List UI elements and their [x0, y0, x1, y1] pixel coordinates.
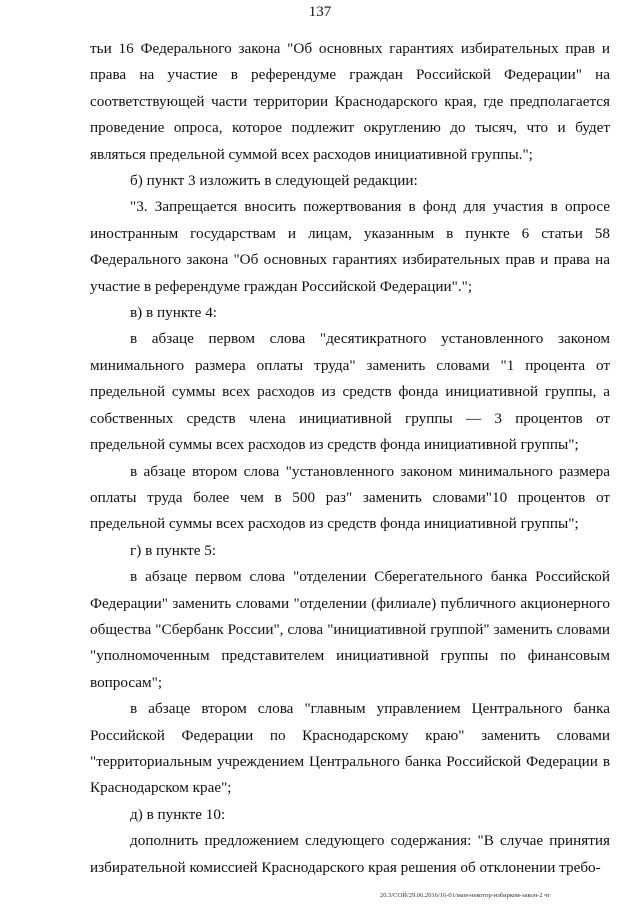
paragraph: г) в пункте 5: [130, 541, 217, 559]
paragraph: дополнить предложением следующего содержания: "В случае принятия избирательной комиссией Краснодарского края решения об отклонении требо- [90, 832, 610, 876]
paragraph: в) в пункте 4: [130, 304, 218, 322]
paragraph: в абзаце втором слова "главным управлением Центрального банка Российской Федерации по Краснодарскому краю" заменить словами "территориальным учреждением Центрального банка Российской Федерации в Краснодарском крае"; [90, 700, 610, 797]
paragraph: в абзаце втором слова "установленного законом минимального размера оплаты труда более чем в 500 раз" заменить словами"10 процентов от предельной суммы всех расходов из средств фонда инициативной группы"; [90, 462, 610, 533]
paragraph: "3. Запрещается вносить пожертвования в фонд для участия в опросе иностранным государствам и лицам, указанным в пункте 6 статьи 58 Федерального закона "Об основных гарантиях избирательных прав и права на участие в референдуме граждан Российской Федерации"."; [90, 198, 610, 295]
paragraph: тьи 16 Федерального закона "Об основных гарантиях избирательных прав и права на участие в референдуме граждан Российской Федерации" на соответствующей части территории Краснодарского края, где предполагается проведение опроса, которое подлежит округлению до тысяч, что и будет являться предельной суммой всех расходов инициативной группы."; [90, 40, 610, 163]
page-number: 137 [308, 4, 332, 20]
paragraph: в абзаце первом слова "десятикратного установленного законом минимального размера оплаты труда" заменить словами "1 процента от предельной суммы всех расходов из средств фонда инициативной группы, а собственных средств члена инициативной группы — 3 процентов от предельной суммы всех расходов из средств фонда инициативной группы"; [90, 330, 610, 454]
document-body [90, 36, 610, 881]
paragraph: в абзаце первом слова "отделении Сберегательного банка Российской Федерации" заменить словами "отделении (филиале) публичного акционерного общества "Сбербанк России", слова "инициативной группой" заменить словами "уполномоченным представителем инициативной группы по финансовым вопросам"; [90, 568, 610, 691]
footer-reference: 20.3/СОЙ/29.06.2016/16-01/мам-некотор-избирком-закон-2 чт [380, 892, 551, 899]
paragraph: д) в пункте 10: [130, 805, 226, 823]
paragraph: б) пункт 3 изложить в следующей редакции: [130, 172, 418, 190]
